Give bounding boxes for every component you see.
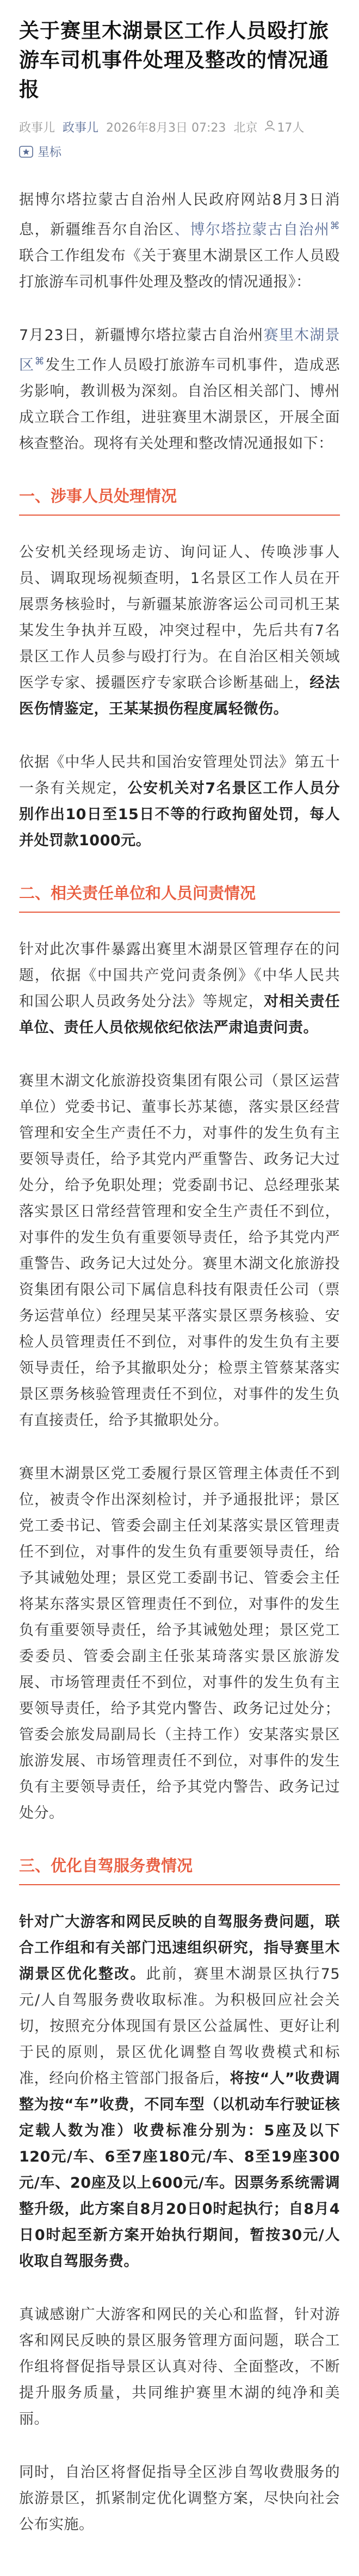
paragraph-penalty [19, 750, 340, 854]
bold-text: 经法医伤情鉴定，王某某损伤程度属轻微伤。 [19, 674, 340, 717]
text-run: 7月23日，新疆博尔塔拉蒙古自治州 [19, 327, 264, 344]
paragraph-company-discipline: 赛里木湖文化旅游投资集团有限公司（景区运营单位）党委书记、董事长苏某德，落实景区经营管理和安全生产责任不力，对事件的发生负有主要领导责任，给予其党内严重警告、政务记大过处分，给予免职处理；党委副书记、总经理张某落实景区日常经营管理和安全生产责任不到位，对事件的发生负有重要领导责任，给予其党内严重警告、政务记大过处分。赛里木湖文化旅游投资集团有限公司下属信息科技有限责任公司（票务运营单位）经理吴某平落实景区票务核验、安检人员管理责任不到位，对事件的发生负有主要领导责任，给予其撤职处分；检票主管蔡某落实景区票务核验管理责任不到位，对事件的发生负有直接责任，给予其撤职处分。 [19, 1073, 340, 1429]
text-run: 发生工作人员殴打旅游车司机事件，造成恶劣影响，教训极为深刻。自治区相关部门、博州成立联合工作组，进驻赛里木湖景区，开展全面核查整治。现将有关处理和整改情况通报如下： [19, 357, 341, 452]
star-button[interactable] [19, 143, 340, 160]
publish-datetime: 2026年8月3日 07:23 [106, 121, 226, 135]
inline-link-bozhou[interactable]: 、博尔塔拉蒙古自治州 [174, 221, 330, 238]
text-run: 依据《中华人民共和国治安管理处罚法》第五十一条有关规定， [19, 754, 340, 797]
paragraph-committee-discipline: 赛里木湖景区党工委履行景区管理主体责任不到位，被责令作出深刻检讨，并予通报批评；景区党工委书记、管委会副主任刘某落实景区管理责任不到位，对事件的发生负有重要领导责任，给予其诫勉处理；景区党工委副书记、管委会主任将某东落实景区管理责任不到位，对事件的发生负有重要领导责任，给予其诫勉处理；景区党工委委员、管委会副主任张某琦落实景区旅游发展、市场管理责任不到位，对事件的发生负有主要领导责任，给予其党内警告、政务记过处分；管委会旅发局副局长（主持工作）安某落实景区旅游发展、市场管理责任不到位，对事件的发生负有主要领导责任，给予其党内警告、政务记过处分。 [19, 1465, 340, 1822]
paragraph-fee-adjustment [19, 1909, 340, 2275]
text-run: 据博尔塔拉蒙古自治州人民政府网站8月3日消息，新疆维吾尔自治区 [19, 191, 340, 238]
article-content [19, 187, 340, 2538]
section-heading-2: 二、相关责任单位和人员问责情况 [19, 884, 256, 902]
paragraph-accountability [19, 937, 340, 1041]
text-run: 联合工作组发布《关于赛里木湖景区工作人员殴打旅游车司机事件处理及整改的情况通报》： [19, 247, 340, 290]
paragraph-event [19, 323, 340, 457]
bold-text: 针对广大游客和网民反映的自驾服务费问题，联合工作组和有关部门迅速组织研究，指导赛里木湖景区优化整改。 [19, 1914, 340, 1983]
article-title: 关于赛里木湖景区工作人员殴打旅游车司机事件处理及整改的情况通报 [19, 19, 329, 101]
bold-text: 将按“人”收费调整为按“车”收费，不同车型（以机动车行驶证核定载人数为准）收费标准分别为：5座及以下120元/车、6至7座180元/车、8至19座300元/车、20座及以上600元/车。因票务系统需调整升级，此方案自8月20日0时起执行；自8月4日0时起至新方案开始执行期间，暂按30元/人收取自驾服务费。 [19, 2070, 341, 2270]
section-divider [19, 912, 340, 913]
paragraph-region-guidance: 同时，自治区将督促指导全区涉自驾收费服务的旅游景区，抓紧制定优化调整方案，尽快向社会公布实施。 [19, 2464, 340, 2533]
account-name-link[interactable]: 政事儿 [63, 121, 99, 135]
article-meta [19, 119, 340, 135]
section-heading-1: 一、涉事人员处理情况 [19, 487, 177, 505]
user-icon [265, 120, 275, 134]
paragraph-intro [19, 187, 340, 295]
text-run: 此前，赛里木湖景区执行75元/人自驾服务费收取标准。为积极回应社会关切，按照充分体现国有景区公益属性、更好让利于民的原则，景区优化调整自驾收费模式和标准，经向价格主管部门报备后， [19, 1966, 341, 2087]
star-label: 星标 [38, 146, 62, 159]
section-divider [19, 1884, 340, 1885]
paragraph-thanks: 真诚感谢广大游客和网民的关心和监督，针对游客和网民反映的景区服务管理方面问题，联合工作组将督促指导景区认真对待、全面整改，不断提升服务质量，共同维护赛里木湖的纯净和美丽。 [19, 2306, 340, 2428]
bold-text: 对相关责任单位、责任人员依规依纪依法严肃追责问责。 [19, 993, 340, 1036]
link-icon: ⌘ [330, 220, 340, 232]
account-prefix: 政事儿 [19, 121, 55, 135]
star-icon [19, 146, 33, 158]
section-divider [19, 515, 340, 516]
read-count-value: 17人 [277, 121, 305, 135]
bold-text: 公安机关对7名景区工作人员分别作出10日至15日不等的行政拘留处罚，每人并处罚款1000元。 [19, 780, 340, 849]
section-heading-3: 三、优化自驾服务费情况 [19, 1856, 193, 1875]
publish-location: 北京 [233, 121, 258, 135]
text-run: 针对此次事件暴露出赛里木湖景区管理存在的问题，依据《中国共产党问责条例》《中华人民共和国公职人员政务处分法》等规定， [19, 941, 340, 1010]
text-run: 公安机关经现场走访、询问证人、传唤涉事人员、调取现场视频查明，1名景区工作人员在开展票务核验时，与新疆某旅游客运公司司机王某某发生争执并互殴，冲突过程中，先后共有7名景区工作人员参与殴打行为。在自治区相关领域医学专家、援疆医疗专家联合诊断基础上， [19, 544, 340, 691]
paragraph-investigation [19, 540, 340, 722]
read-count [265, 119, 304, 135]
link-icon: ⌘ [34, 356, 45, 367]
inline-link-sayram-lake[interactable]: 赛里木湖景区 [19, 327, 340, 374]
